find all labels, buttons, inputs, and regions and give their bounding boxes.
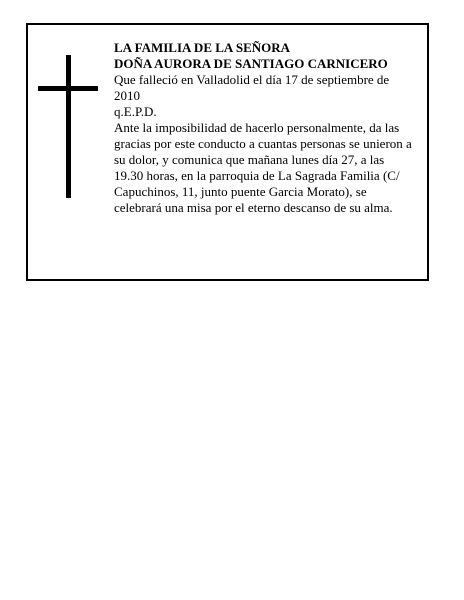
cross-horizontal-bar <box>38 86 98 91</box>
notice-text <box>114 40 416 216</box>
obituary-notice <box>26 23 429 281</box>
death-statement: Que falleció en Valladolid el día 17 de septiembre de 2010 <box>114 72 390 103</box>
rip-abbreviation: q.E.P.D. <box>114 104 157 119</box>
cross-vertical-bar <box>66 55 71 198</box>
cross-icon <box>38 55 98 200</box>
notice-body: Ante la imposibilidad de hacerlo personalmente, da las gracias por este conducto a cuantas personas se unieron a su dolor, y comunica que mañana lunes día 27, a las 19.30 horas, en la parroquia de La Sagrada Familia (C/ Capuchinos, 11, junto puente Garcia Morato), se celebrará una misa por el eterno descanso de su alma. <box>114 120 412 215</box>
deceased-name: DOÑA AURORA DE SANTIAGO CARNICERO <box>114 56 388 71</box>
family-heading: LA FAMILIA DE LA SEÑORA <box>114 40 291 55</box>
